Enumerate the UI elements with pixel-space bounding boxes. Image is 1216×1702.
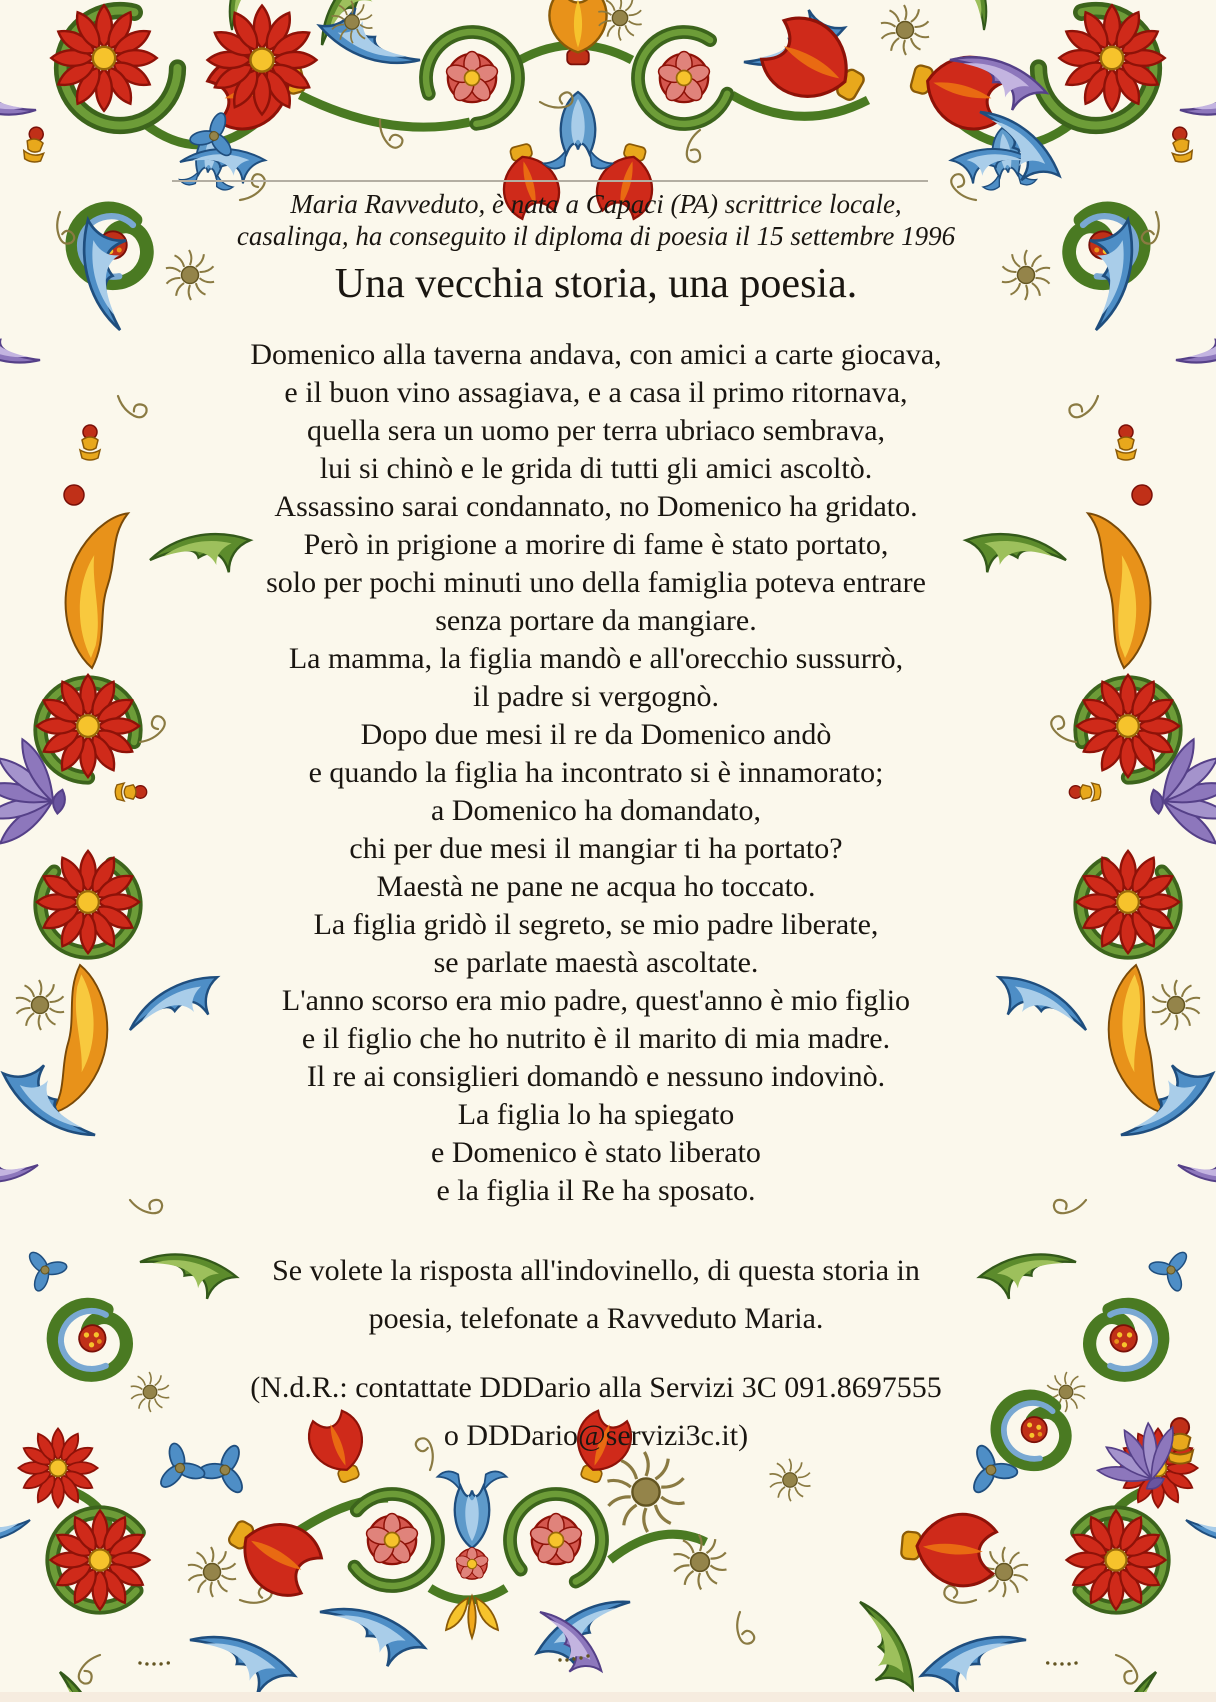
- outro-line: poesia, telefonate a Ravveduto Maria.: [368, 1302, 824, 1335]
- gold-berry-knob: [22, 126, 47, 163]
- rose-medallion: [364, 1514, 419, 1567]
- orange-tulip-flower: [549, 0, 606, 64]
- poem-line: e il buon vino assagiava, e a casa il primo ritornava,: [284, 376, 908, 409]
- spiral-scroll: [46, 1296, 134, 1384]
- poem-line: se parlate maestà ascoltate.: [433, 946, 759, 979]
- poem-line: senza portare da mangiare.: [435, 604, 757, 637]
- outro: [160, 1247, 1032, 1343]
- rose-medallion: [656, 52, 711, 105]
- note-line: (N.d.R.: contattate DDDario alla Servizi 3C 091.8697555: [250, 1371, 942, 1404]
- poem-line: Assassino sarai condannato, no Domenico ha gridato.: [274, 490, 918, 523]
- byline-line: casalinga, ha conseguito il diploma di poesia il 15 settembre 1996: [236, 221, 956, 251]
- filigree-sunburst: [188, 1547, 236, 1597]
- note-line: o DDDario@servizi3c.it): [443, 1419, 749, 1452]
- poem-line: quella sera un uomo per terra ubriaco sembrava,: [306, 414, 886, 447]
- editor-note: [160, 1364, 1032, 1460]
- poem-line: lui si chinò e le grida di tutti gli amici ascoltò.: [319, 452, 873, 485]
- filigree-sunburst: [881, 5, 929, 55]
- dotted-trail: [138, 1657, 170, 1669]
- acanthus-leaf: [320, 1576, 425, 1684]
- acanthus-leaf: [190, 1604, 295, 1702]
- content-column: [160, 188, 1032, 1460]
- poem-line: e la figlia il Re ha sposato.: [436, 1174, 756, 1207]
- filigree-sunburst: [16, 980, 64, 1030]
- outro-line: Se volete la risposta all'indovinello, di questa storia in: [272, 1254, 920, 1287]
- gold-berry-knob: [80, 425, 100, 460]
- poem-line: Però in prigione a morire di fame è stato portato,: [303, 528, 889, 561]
- poem-line: La figlia gridò il segreto, se mio padre liberate,: [313, 908, 879, 941]
- filigree-sunburst: [769, 1459, 810, 1502]
- filigree-curl: [679, 130, 713, 165]
- header-rule: [172, 180, 928, 182]
- filigree-curl: [118, 392, 148, 421]
- poem: [160, 336, 1032, 1210]
- stem-scroll: [300, 95, 470, 127]
- poem-line: Maestà ne pane ne acqua ho toccato.: [376, 870, 816, 903]
- filigree-sunburst: [607, 1452, 684, 1532]
- blue-fleur: [544, 92, 613, 169]
- byline: [160, 188, 1032, 252]
- blue-fleur: [438, 1471, 507, 1548]
- flame-leaf: [56, 513, 143, 670]
- poem-line: chi per due mesi il mangiar ti ha portato?: [349, 832, 843, 865]
- poem-line: e il figlio che ho nutrito è il marito di mia madre.: [301, 1022, 891, 1055]
- poem-line: e Domenico è stato liberato: [431, 1136, 761, 1169]
- poem-line: solo per pochi minuti uno della famiglia poteva entrare: [266, 566, 926, 599]
- purple-leaf: [0, 1128, 38, 1211]
- rose-medallion: [528, 1514, 583, 1567]
- purple-leaf: [0, 299, 40, 391]
- tulip-flower: [899, 1509, 998, 1588]
- poem-line: L'anno scorso era mio padre, quest'anno è mio figlio: [281, 984, 911, 1017]
- byline-line: Maria Ravveduto, è nata a Capaci (PA) scrittrice locale,: [290, 189, 902, 219]
- poem-line: La mamma, la figlia mandò e all'orecchio sussurrò,: [288, 642, 904, 675]
- green-leaf: [847, 1602, 927, 1689]
- poem-line: Dopo due mesi il re da Domenico andò: [360, 718, 832, 751]
- poem-line: Il re ai consiglieri domandò e nessuno indovinò.: [306, 1060, 886, 1093]
- filigree-curl: [728, 1612, 763, 1646]
- poem-line: e quando la figlia ha incontrato si è innamorato;: [308, 756, 884, 789]
- blue-trefoil: [14, 1239, 72, 1297]
- tulip-flower: [216, 1501, 328, 1606]
- acanthus-leaf: [0, 1488, 30, 1568]
- filigree-curl: [76, 1655, 105, 1685]
- poem-line: La figlia lo ha spiegato: [457, 1098, 735, 1131]
- gold-berry-knob: [115, 783, 147, 801]
- poem-line: Domenico alla taverna andava, con amici a carte giocava,: [250, 338, 942, 371]
- poem-line: a Domenico ha domandato,: [431, 794, 761, 827]
- scan-edge: [0, 1692, 1216, 1702]
- page-title: Una vecchia storia, una poesia.: [334, 261, 858, 307]
- poem-line: il padre si vergognò.: [472, 680, 720, 713]
- red-berry: [64, 485, 84, 505]
- rosette-flower: [455, 1547, 490, 1580]
- rose-medallion: [444, 52, 499, 105]
